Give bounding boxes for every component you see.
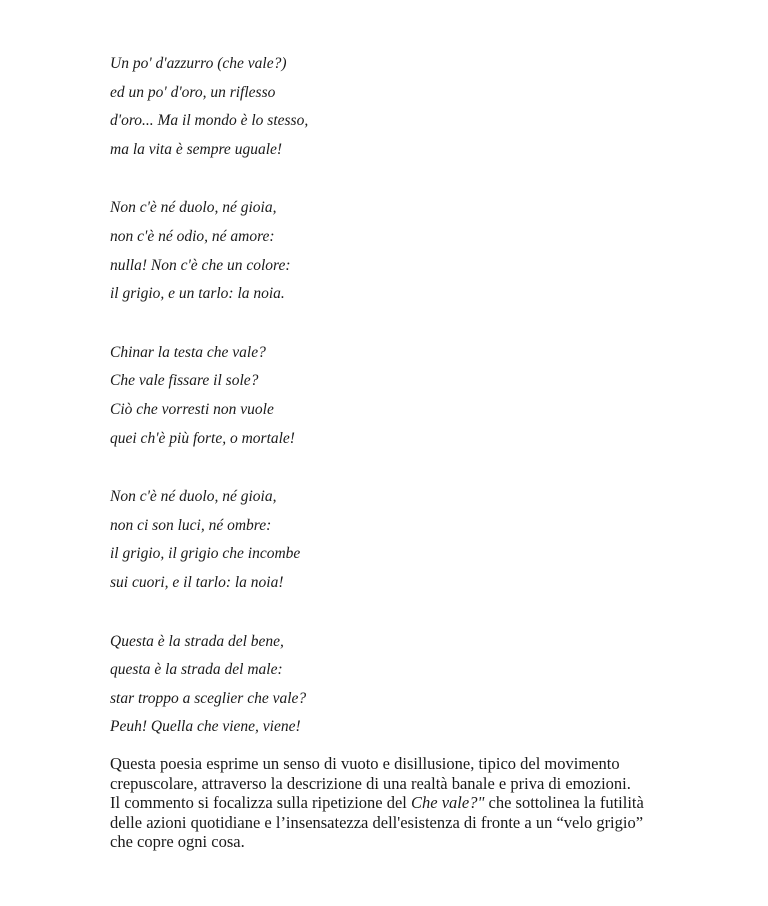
poem-line: questa è la strada del male: bbox=[110, 661, 283, 679]
poem-line: il grigio, il grigio che incombe bbox=[110, 545, 301, 563]
commentary-line bbox=[110, 793, 670, 813]
poem-line: sui cuori, e il tarlo: la noia! bbox=[110, 573, 284, 591]
poem-line: Che vale fissare il sole? bbox=[110, 372, 259, 390]
poem-line: Chinar la testa che vale? bbox=[110, 343, 266, 361]
commentary-emphasis: Che vale?" bbox=[411, 793, 485, 813]
poem-line: Non c'è né duolo, né gioia, bbox=[110, 488, 277, 506]
poem-line: star troppo a sceglier che vale? bbox=[110, 689, 307, 707]
poem-line: Peuh! Quella che viene, viene! bbox=[110, 718, 301, 736]
commentary-line: che copre ogni cosa. bbox=[110, 832, 245, 852]
poem-line: non ci son luci, né ombre: bbox=[110, 516, 272, 534]
poem bbox=[110, 50, 710, 772]
commentary-line: delle azioni quotidiane e l’insensatezza dell'esistenza di fronte a un “velo grigio” bbox=[110, 812, 644, 832]
commentary-line: Questa poesia esprime un senso di vuoto e disillusione, tipico del movimento bbox=[110, 754, 620, 773]
poem-line: Non c'è né duolo, né gioia, bbox=[110, 199, 277, 217]
poem-stanza bbox=[110, 483, 710, 597]
poem-line: ed un po' d'oro, un riflesso bbox=[110, 83, 276, 101]
poem-line: Un po' d'azzurro (che vale?) bbox=[110, 55, 287, 72]
poem-stanza bbox=[110, 50, 710, 164]
poem-stanza bbox=[110, 339, 710, 453]
commentary-text: Il commento si focalizza sulla ripetizione del bbox=[110, 793, 412, 813]
poem-line: ma la vita è sempre uguale! bbox=[110, 140, 283, 158]
poem-line: il grigio, e un tarlo: la noia. bbox=[110, 285, 285, 303]
poem-line: Questa è la strada del bene, bbox=[110, 632, 284, 650]
commentary-line: crepuscolare, attraverso la descrizione di una realtà banale e priva di emozioni. bbox=[110, 773, 631, 793]
poem-line: nulla! Non c'è che un colore: bbox=[110, 256, 291, 274]
poem-line: quei ch'è più forte, o mortale! bbox=[110, 429, 295, 447]
poem-stanza bbox=[110, 194, 710, 308]
poem-line: d'oro... Ma il mondo è lo stesso, bbox=[110, 112, 309, 130]
commentary-text: che sottolinea la futilità bbox=[484, 793, 644, 813]
poem-line: non c'è né odio, né amore: bbox=[110, 227, 275, 245]
poem-line: Ciò che vorresti non vuole bbox=[110, 400, 274, 418]
commentary-paragraph bbox=[110, 754, 670, 852]
poem-stanza bbox=[110, 628, 710, 742]
